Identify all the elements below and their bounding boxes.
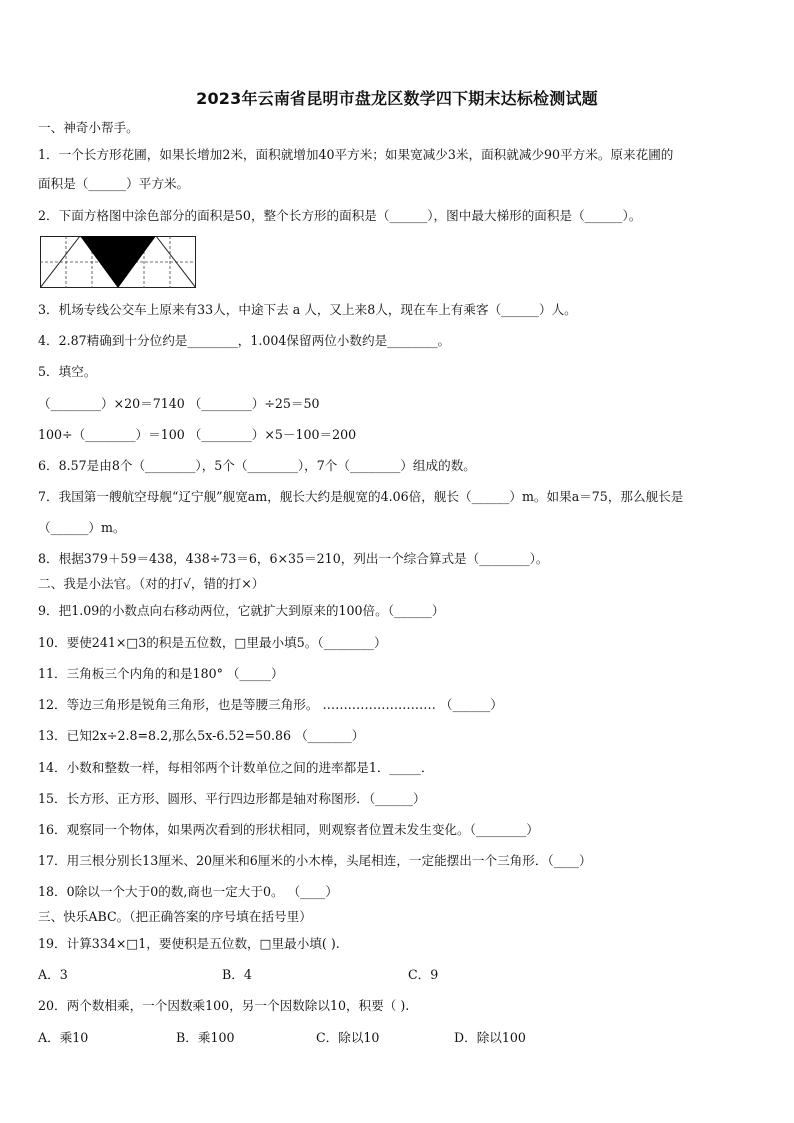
section-heading-3: 三、快乐ABC。（把正确答案的序号填在括号里） (38, 909, 312, 924)
question-5-row-1: （________）×20＝7140 （________）÷25＝50 (38, 396, 320, 411)
question-5: 5．填空。 (38, 364, 97, 379)
question-7-line-1: 7．我国第一艘航空母舰“辽宁舰”舰宽am，舰长大约是舰宽的4.06倍，舰长（______）m。如果a＝75，那么舰长是 (38, 489, 684, 504)
option-q19-c[interactable]: C．9 (408, 967, 439, 982)
page-title: 2023年云南省昆明市盘龙区数学四下期末达标检测试题 (196, 89, 598, 108)
question-6: 6．8.57是由8个（________），5个（________），7个（________）组成的数。 (38, 458, 476, 473)
question-18: 18．0除以一个大于0的数,商也一定大于0。 （____） (38, 884, 338, 899)
question-4: 4．2.87精确到十分位约是________，1.004保留两位小数约是________。 (38, 333, 451, 348)
question-9: 9．把1.09的小数点向右移动两位，它就扩大到原来的100倍。（______） (38, 603, 445, 618)
option-q20-b[interactable]: B．乘100 (176, 1030, 235, 1045)
question-3: 3．机场专线公交车上原来有33人，中途下去 a 人，又上来8人，现在车上有乘客（______）人。 (38, 302, 577, 317)
question-14: 14．小数和整数一样，每相邻两个计数单位之间的进率都是1．_____． (38, 760, 434, 775)
question-16: 16．观察同一个物体，如果两次看到的形状相同，则观察者位置未发生变化。（________） (38, 822, 539, 837)
question-1-line-1: 1．一个长方形花圃，如果长增加2米，面积就增加40平方米；如果宽减少3米，面积就减少90平方米。原来花圃的 (38, 147, 674, 162)
question-15: 15．长方形、正方形、圆形、平行四边形都是轴对称图形．（______） (38, 791, 426, 806)
question-1-line-2: 面积是（______）平方米。 (38, 176, 190, 191)
option-q20-c[interactable]: C．除以10 (316, 1030, 380, 1045)
option-q19-a[interactable]: A．3 (38, 967, 68, 982)
question-8: 8．根据379＋59＝438，438÷73＝6，6×35＝210，列出一个综合算式是（________）。 (38, 551, 549, 566)
question-10: 10．要使241×□3的积是五位数，□里最小填5。（________） (38, 635, 387, 650)
question-19-options (38, 967, 758, 983)
question-20: 20．两个数相乘，一个因数乘100，另一个因数除以10，积要（ ). (38, 998, 410, 1013)
section-heading-2: 二、我是小法官。（对的打√，错的打×） (38, 576, 265, 591)
grid-rectangle-figure (40, 236, 196, 288)
question-2: 2．下面方格图中涂色部分的面积是50，整个长方形的面积是（______），图中最大梯形的面积是（______）。 (38, 208, 642, 223)
question-19: 19．计算334×□1，要使积是五位数，□里最小填( ). (38, 936, 340, 951)
question-13: 13．已知2x÷2.8=8.2,那么5x-6.52=50.86 （_______） (38, 728, 365, 743)
question-7-line-2: （______）m。 (38, 520, 126, 535)
question-17: 17．用三根分别长13厘米、20厘米和6厘米的小木棒，头尾相连，一定能摆出一个三角形．（____） (38, 853, 592, 868)
option-q20-a[interactable]: A．乘10 (38, 1030, 89, 1045)
section-heading-1: 一、神奇小帮手。 (38, 120, 139, 135)
question-20-options (38, 1030, 758, 1046)
option-q19-b[interactable]: B．4 (222, 967, 252, 982)
question-11: 11．三角板三个内角的和是180° （_____） (38, 666, 284, 681)
option-q20-d[interactable]: D．除以100 (454, 1030, 526, 1045)
question-5-row-2: 100÷（________）＝100 （________）×5－100＝200 (38, 427, 357, 442)
question-12: 12．等边三角形是锐角三角形，也是等腰三角形。 ……………………… （______） (38, 697, 503, 712)
